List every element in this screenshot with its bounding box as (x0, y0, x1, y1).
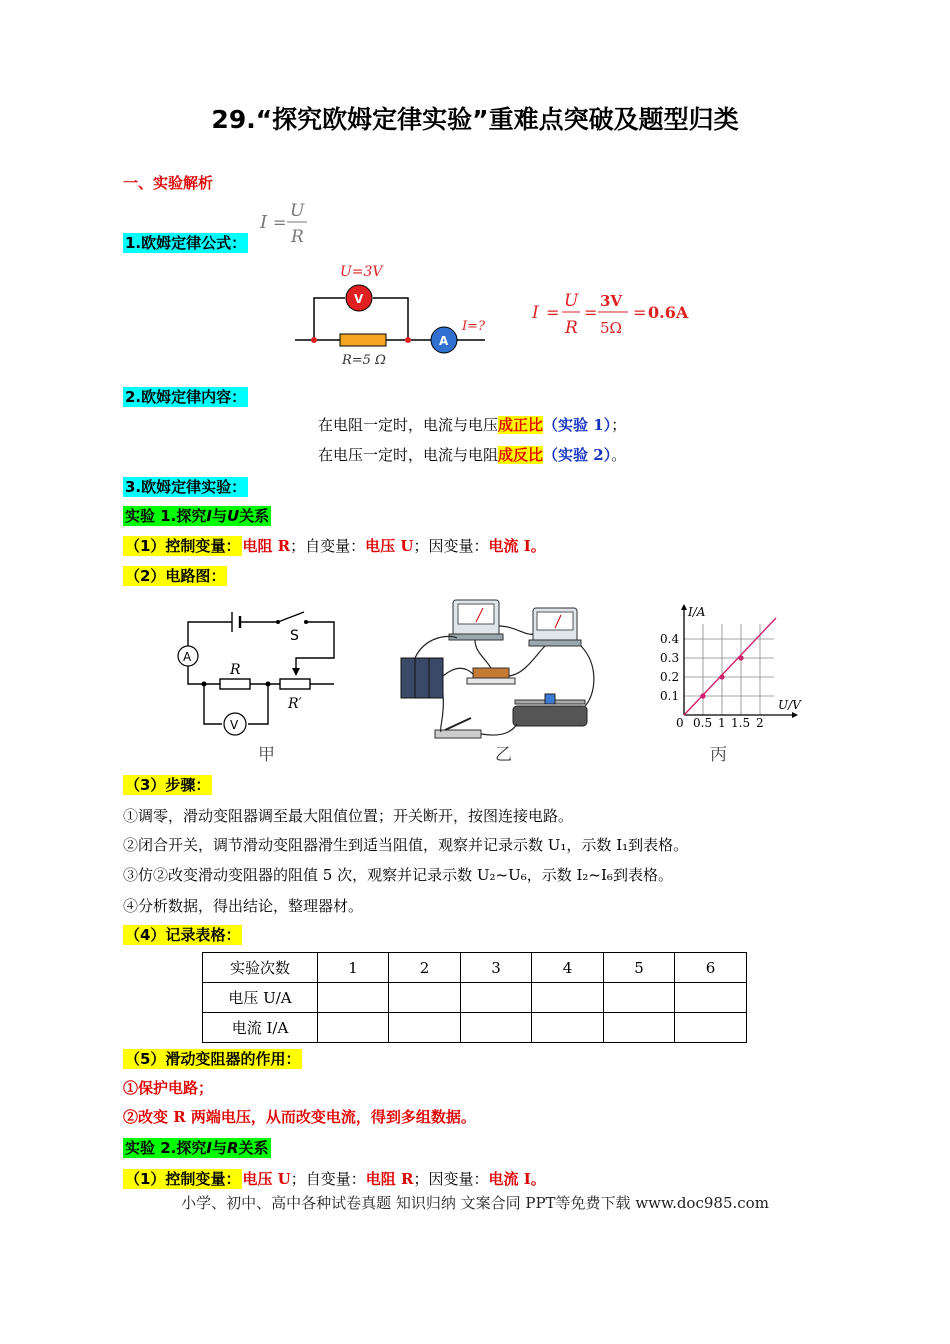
table-header-cell: 1 (318, 953, 389, 983)
voltmeter-symbol: V (354, 292, 364, 306)
calc-result: 0.6A (648, 303, 689, 322)
table-row-label: 电压 U/A (203, 983, 318, 1013)
page-footer: 小学、初中、高中各种试卷真题 知识归纳 文案合同 PPT等免费下载 www.doc985.com (181, 1194, 769, 1212)
item2-heading (123, 386, 248, 407)
table-header-cell: 3 (461, 953, 532, 983)
table-row (203, 1013, 747, 1043)
item1-label: 1.欧姆定律公式： (125, 234, 247, 252)
jia-voltmeter-label: V (230, 718, 239, 732)
rheostat-icon (513, 694, 587, 726)
resistor-icon (467, 668, 515, 684)
exp1-s1-sep1: ；自变量： (290, 537, 366, 555)
formula-i: I (260, 212, 268, 233)
exp2-pre: 实验 2.探究 (125, 1139, 207, 1157)
exp2-s1-v1: 电压 U (242, 1170, 291, 1188)
voltmeter-reading: U=3V (340, 264, 383, 280)
calc-eq1: = (546, 303, 560, 322)
law1-key: 成正比 (498, 416, 544, 434)
item3-label: 3.欧姆定律实验： (125, 478, 247, 496)
law-statement-2 (318, 444, 626, 465)
law2-key: 成反比 (498, 446, 544, 464)
jia-rheostat-label: R′ (288, 696, 302, 712)
graph-ytick: 0.1 (660, 689, 680, 703)
graph-xtick: 0.5 (693, 716, 713, 730)
item1-heading (123, 232, 248, 253)
exp1-pre: 实验 1.探究 (125, 507, 207, 525)
exp1-s1-v3: 电流 I。 (488, 537, 546, 555)
meter-icon (529, 608, 581, 646)
ohm-calculation (530, 288, 710, 342)
step-3: ③仿②改变滑动变阻器的阻值 5 次，观察并记录示数 U₂~U₆，示数 I₂~I₆到表格。 (123, 866, 673, 884)
calc-u: U (564, 291, 579, 311)
page-title: 29.“探究欧姆定律实验”重难点突破及题型归类 (211, 105, 739, 134)
item2-label: 2.欧姆定律内容： (125, 388, 247, 406)
graph-ytick: 0.3 (660, 651, 680, 665)
table-header-cell: 2 (389, 953, 461, 983)
graph-xtick: 1 (718, 716, 726, 730)
exp2-post: 关系 (238, 1139, 269, 1157)
exp2-s1-v2: 电阻 R (365, 1170, 414, 1188)
exp1-s1-sep2: ；因变量： (413, 537, 489, 555)
record-table (202, 952, 747, 1043)
current-unknown: I=? (462, 319, 485, 334)
exp1-s4-label: （4）记录表格： (125, 926, 241, 944)
circuit-diagram-jia (170, 596, 350, 768)
exp2-s1-v3: 电流 I。 (488, 1170, 546, 1188)
exp2-s1-sep2: ；因变量： (413, 1170, 489, 1188)
exp1-s1-v1: 电阻 R (242, 537, 291, 555)
apparatus-illustration-yi (395, 596, 615, 768)
exp1-s1-v2: 电压 U (365, 537, 414, 555)
graph-xtick: 2 (756, 716, 764, 730)
exp1-control-variables (123, 535, 546, 556)
exp1-mid: 与 (211, 507, 227, 525)
graph-origin: 0 (676, 716, 684, 730)
table-row (203, 983, 747, 1013)
formula-eq: = (273, 213, 287, 232)
experiment1-heading (123, 505, 271, 526)
meter-icon (449, 600, 503, 640)
law1-text: 在电阻一定时，电流与电压 (318, 416, 499, 434)
ammeter-symbol: A (439, 334, 449, 348)
exp1-steps-heading (123, 774, 212, 795)
step-2: ②闭合开关，调节滑动变阻器滑生到适当阻值，观察并记录示数 U₁，示数 I₁到表格。 (123, 836, 689, 854)
calc-eq2: = (584, 303, 598, 322)
exp1-s5-label: （5）滑动变阻器的作用： (125, 1050, 301, 1068)
exp1-circuit-heading (123, 565, 227, 586)
exp2-control-variables (123, 1168, 546, 1189)
table-header-cell: 6 (675, 953, 747, 983)
law1-end: ； (611, 416, 627, 434)
battery-icon (401, 658, 443, 698)
rheostat-role-1: ①保护电路； (123, 1079, 214, 1097)
exp2-mid: 与 (211, 1139, 227, 1157)
graph-ytick: 0.2 (660, 670, 680, 684)
caption-bing: 丙 (710, 745, 727, 765)
resistor-value: R=5 Ω (342, 353, 386, 368)
jia-switch-label: S (290, 628, 299, 644)
step-1: ①调零，滑动变阻器调至最大阻值位置；开关断开，按图连接电路。 (123, 807, 574, 825)
simple-circuit-diagram (290, 258, 500, 370)
experiment2-heading (123, 1137, 271, 1158)
exp2-var-a: I (206, 1139, 212, 1157)
graph-ytick: 0.4 (660, 632, 680, 646)
exp1-post: 关系 (239, 507, 270, 525)
iu-graph-bing (652, 596, 812, 768)
item3-heading (123, 476, 248, 497)
exp1-table-heading (123, 924, 242, 945)
table-row (203, 953, 747, 983)
law2-text: 在电压一定时，电流与电阻 (318, 446, 499, 464)
formula-r: R (291, 227, 304, 247)
exp2-s1-label: （1）控制变量： (125, 1170, 241, 1188)
calc-r: R (565, 318, 578, 338)
section-heading: 一、实验解析 (123, 174, 214, 192)
table-header-cell: 5 (604, 953, 675, 983)
law1-ref: （实验 1） (543, 416, 612, 434)
jia-ammeter-label: A (183, 650, 192, 664)
exp1-s1-label: （1）控制变量： (125, 537, 241, 555)
caption-jia: 甲 (258, 745, 275, 765)
exp2-var-b: R (226, 1139, 239, 1157)
law2-end: 。 (611, 446, 627, 464)
calc-num: 3V (600, 292, 623, 310)
law-statement-1 (318, 414, 626, 435)
exp1-var-a: I (206, 507, 212, 525)
exp1-rheostat-heading (123, 1048, 302, 1069)
table-row-label: 电流 I/A (203, 1013, 318, 1043)
graph-ylabel: I/A (688, 605, 706, 619)
iu-line (684, 618, 776, 715)
calc-den: 5Ω (600, 319, 622, 337)
calc-i: I (532, 303, 539, 323)
caption-yi: 乙 (495, 745, 512, 765)
formula-u: U (290, 201, 305, 221)
resistor-icon (340, 334, 386, 346)
exp1-s2-label: （2）电路图： (125, 567, 226, 585)
exp1-s3-label: （3）步骤： (125, 776, 211, 794)
exp2-s1-sep1: ；自变量： (290, 1170, 366, 1188)
rheostat-role-2: ②改变 R 两端电压，从而改变电流，得到多组数据。 (123, 1108, 476, 1126)
table-header-cell: 实验次数 (203, 953, 318, 983)
table-header-cell: 4 (532, 953, 604, 983)
graph-xlabel: U/V (778, 698, 801, 712)
ohm-formula (256, 198, 316, 250)
calc-eq3: = (633, 303, 647, 322)
exp1-var-b: U (226, 507, 240, 525)
jia-resistor-label: R (230, 662, 241, 678)
law2-ref: （实验 2） (543, 446, 612, 464)
step-4: ④分析数据，得出结论，整理器材。 (123, 897, 364, 915)
graph-xtick: 1.5 (731, 716, 751, 730)
